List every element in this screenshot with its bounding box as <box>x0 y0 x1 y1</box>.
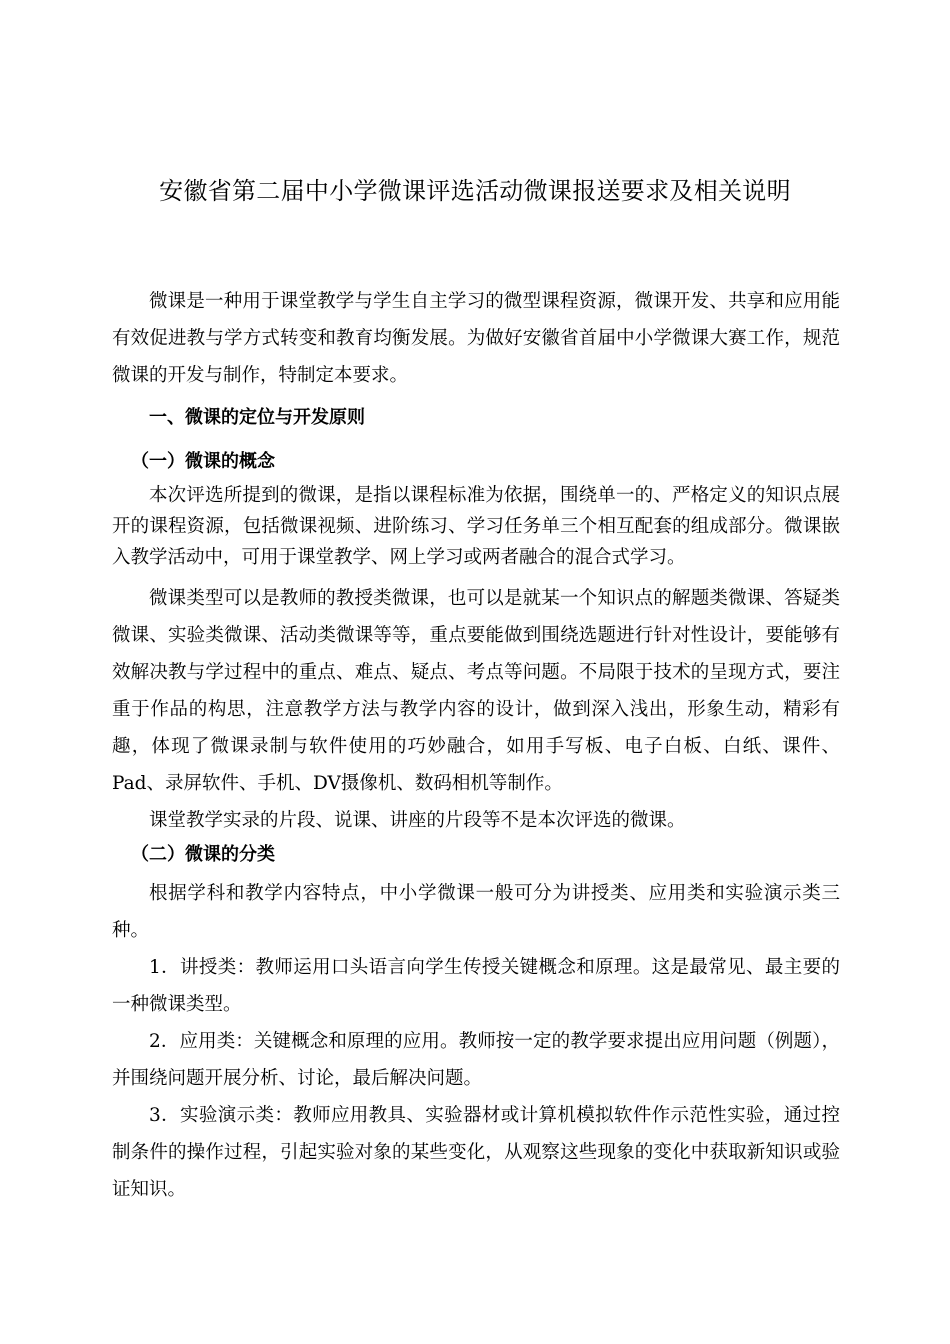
section-1-heading: 一、微课的定位与开发原则 <box>149 407 365 428</box>
subsection-2-heading: （二）微课的分类 <box>131 844 275 865</box>
subsection-2-item-3: 3．实验演示类：教师应用教具、实验器材或计算机模拟软件作示范性实验，通过控制条件的操作过程，引起实验对象的某些变化，从观察这些现象的变化中获取新知识或验证知识。 <box>112 1105 840 1200</box>
document-title: 安徽省第二届中小学微课评选活动微课报送要求及相关说明 <box>159 177 791 205</box>
intro-paragraph: 微课是一种用于课堂教学与学生自主学习的微型课程资源，微课开发、共享和应用能有效促进教与学方式转变和教育均衡发展。为做好安徽省首届中小学微课大赛工作，规范微课的开发与制作，特制定本要求。 <box>112 291 840 386</box>
subsection-1-heading: （一）微课的概念 <box>131 451 275 472</box>
subsection-1-paragraph-2: 微课类型可以是教师的教授类微课，也可以是就某一个知识点的解题类微课、答疑类微课、实验类微课、活动类微课等等，重点要能做到围绕选题进行针对性设计，要能够有效解决教与学过程中的重点、难点、疑点、考点等问题。不局限于技术的呈现方式，要注重于作品的构思，注意教学方法与教学内容的设计，做到深入浅出，形象生动，精彩有趣，体现了微课录制与软件使用的巧妙融合，如用手写板、电子白板、白纸、课件、Pad、录屏软件、手机、DV摄像机、数码相机等制作。 <box>112 588 840 794</box>
subsection-2-item-2: 2．应用类：关键概念和原理的应用。教师按一定的教学要求提出应用问题（例题），并围绕问题开展分析、讨论，最后解决问题。 <box>112 1031 840 1089</box>
subsection-2-item-1: 1．讲授类：教师运用口头语言向学生传授关键概念和原理。这是最常见、最主要的一种微课类型。 <box>112 957 840 1015</box>
subsection-1-paragraph-3: 课堂教学实录的片段、说课、讲座的片段等不是本次评选的微课。 <box>149 810 686 831</box>
subsection-1-paragraph-1: 本次评选所提到的微课，是指以课程标准为依据，围绕单一的、严格定义的知识点展开的课程资源，包括微课视频、进阶练习、学习任务单三个相互配套的组成部分。微课嵌入教学活动中，可用于课堂教学、网上学习或两者融合的混合式学习。 <box>112 485 840 568</box>
subsection-2-paragraph-1: 根据学科和教学内容特点，中小学微课一般可分为讲授类、应用类和实验演示类三种。 <box>112 883 840 941</box>
